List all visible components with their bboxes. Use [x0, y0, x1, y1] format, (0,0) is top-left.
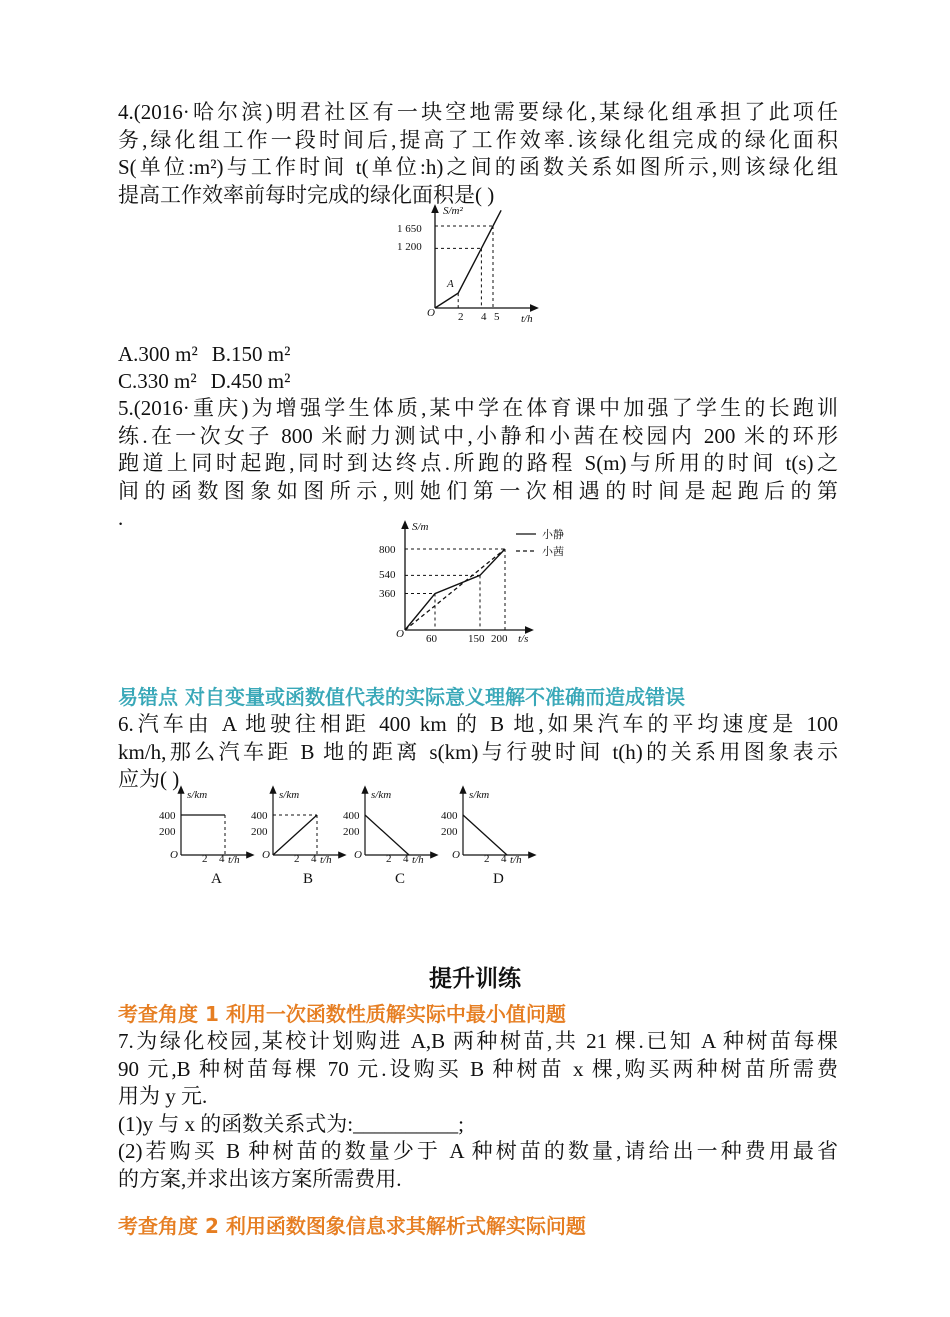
q5-line-5: . [118, 506, 124, 530]
q5-legend-xiaoqian: 小茜 [542, 546, 564, 558]
q7-line-3: 用为 y 元. [118, 1084, 208, 1108]
q6-ylabel: s/km [371, 789, 392, 801]
q4-origin: O [427, 307, 435, 319]
q4-series-line [435, 226, 493, 308]
q6-origin: O [452, 849, 460, 861]
q5-ytick-540: 540 [379, 569, 396, 581]
q7-line-5: (2)若购买 B 种树苗的数量少于 A 种树苗的数量,请给出一种费用最省 [118, 1139, 838, 1163]
q4-line-2: 务,绿化组工作一段时间后,提高了工作效率.该绿化组完成的绿化面积 [118, 127, 838, 152]
q4-line-3: S(单位:m²)与工作时间 t(单位:h)之间的函数关系如图所示,则该绿化组 [118, 155, 838, 179]
q6-ylabel: s/km [187, 789, 208, 801]
q4-ytick-1200: 1 200 [397, 241, 422, 253]
q5-ylabel: S/m [412, 521, 429, 533]
angle-2-heading: 考查角度 2 利用函数图象信息求其解析式解实际问题 [118, 1214, 586, 1238]
q6-chart-d [438, 783, 548, 878]
q6-xlabel: t/h [228, 854, 240, 866]
q5-ytick-800: 800 [379, 544, 396, 556]
q5-line-4: 间的函数图象如图所示,则她们第一次相遇的时间是起跑后的第 [118, 478, 838, 503]
q6-xtick-2: 2 [294, 853, 300, 865]
q4-point-a-label: A [447, 278, 454, 290]
q4-ytick-1650: 1 650 [397, 223, 422, 235]
question-4-text [118, 99, 838, 209]
q6-xtick-4: 4 [501, 853, 507, 865]
q6-ylabel: s/km [469, 789, 490, 801]
q6-ytick-400: 400 [159, 810, 176, 822]
q6-chart-c [340, 783, 450, 878]
q6-ytick-200: 200 [343, 826, 360, 838]
q6-xtick-2: 2 [202, 853, 208, 865]
angle-1-heading: 考查角度 1 利用一次函数性质解实际中最小值问题 [118, 1002, 566, 1026]
q6-ytick-200: 200 [251, 826, 268, 838]
q5-ytick-360: 360 [379, 588, 396, 600]
q6-xlabel: t/h [412, 854, 424, 866]
q6-choice-label-d[interactable]: D [493, 871, 504, 887]
q6-ytick-400: 400 [251, 810, 268, 822]
q6-ytick-200: 200 [441, 826, 458, 838]
q4-series-extension [493, 210, 501, 226]
q7-line-1: 7.为绿化校园,某校计划购进 A,B 两种树苗,共 21 棵.已知 A 种树苗每棵 [118, 1029, 838, 1053]
q6-origin: O [170, 849, 178, 861]
q4-line-4: 提高工作效率前每时完成的绿化面积是( ) [118, 182, 495, 207]
q7-line-4: (1)y 与 x 的函数关系式为:__________; [118, 1111, 464, 1136]
question-5-text [118, 395, 838, 533]
q4-option-b[interactable]: B.150 m² [211, 342, 291, 366]
q6-xtick-4: 4 [311, 853, 317, 865]
q5-series-xiaoqian [405, 549, 505, 630]
q5-line-2: 练.在一次女子 800 米耐力测试中,小静和小茜在校园内 200 米的环形 [118, 423, 838, 448]
q6-xlabel: t/h [320, 854, 332, 866]
q4-chart [395, 200, 555, 330]
q5-legend-xiaojing: 小静 [542, 529, 564, 541]
section-title: 提升训练 [429, 966, 521, 992]
q5-xtick-200: 200 [491, 633, 508, 645]
q6-choice-label-a[interactable]: A [211, 871, 222, 887]
q4-option-c[interactable]: C.330 m² [118, 369, 197, 393]
q7-line-6: 的方案,并求出该方案所需费用. [118, 1166, 402, 1191]
q6-origin: O [262, 849, 270, 861]
mistake-heading: 易错点 对自变量或函数值代表的实际意义理解不准确而造成错误 [118, 685, 685, 709]
q6-origin: O [354, 849, 362, 861]
q6-line-1: 6.汽车由 A 地驶往相距 400 km 的 B 地,如果汽车的平均速度是 100 [118, 712, 838, 736]
q4-line-1: 4.(2016·哈尔滨)明君社区有一块空地需要绿化,某绿化组承担了此项任 [118, 100, 838, 124]
q4-xlabel: t/h [521, 313, 533, 325]
q5-line-1: 5.(2016·重庆)为增强学生体质,某中学在体育课中加强了学生的长跑训 [118, 396, 838, 420]
question-7-text [118, 1028, 838, 1193]
q5-chart [370, 518, 590, 648]
q6-xtick-2: 2 [386, 853, 392, 865]
q6-choice-label-b[interactable]: B [303, 871, 314, 887]
q4-options-row-1 [118, 341, 290, 368]
q6-series-c [365, 815, 409, 855]
q6-ylabel: s/km [279, 789, 300, 801]
q5-line-3: 跑道上同时起跑,同时到达终点.所跑的路程 S(m)与所用的时间 t(s)之 [118, 451, 838, 475]
q4-xtick-5: 5 [494, 311, 500, 323]
q6-xtick-4: 4 [403, 853, 409, 865]
q4-option-a[interactable]: A.300 m² [118, 342, 198, 366]
q6-xtick-2: 2 [484, 853, 490, 865]
q7-line-2: 90 元,B 种树苗每棵 70 元.设购买 B 种树苗 x 棵,购买两种树苗所需费 [118, 1056, 838, 1081]
q4-option-d[interactable]: D.450 m² [210, 369, 291, 393]
q5-origin: O [396, 628, 404, 640]
q6-ytick-400: 400 [343, 810, 360, 822]
q5-xtick-60: 60 [426, 633, 437, 645]
q6-choice-label-c[interactable]: C [395, 871, 406, 887]
q6-series-b [273, 815, 317, 855]
q5-xtick-150: 150 [468, 633, 485, 645]
q6-xlabel: t/h [510, 854, 522, 866]
q6-line-2: km/h,那么汽车距 B 地的距离 s(km)与行驶时间 t(h)的关系用图象表示 [118, 739, 838, 764]
q4-xtick-4: 4 [481, 311, 487, 323]
q4-options-row-2 [118, 368, 290, 395]
q5-xlabel: t/s [518, 633, 529, 645]
q6-line-3: 应为( ) [118, 767, 180, 791]
q4-xtick-2: 2 [458, 311, 464, 323]
q6-series-d [463, 815, 507, 855]
q6-ytick-200: 200 [159, 826, 176, 838]
q5-marks [405, 549, 505, 630]
q4-marks [435, 210, 501, 308]
question-6-text [118, 711, 838, 794]
q6-ytick-400: 400 [441, 810, 458, 822]
q6-xtick-4: 4 [219, 853, 225, 865]
q4-ylabel: S/m² [443, 205, 463, 217]
